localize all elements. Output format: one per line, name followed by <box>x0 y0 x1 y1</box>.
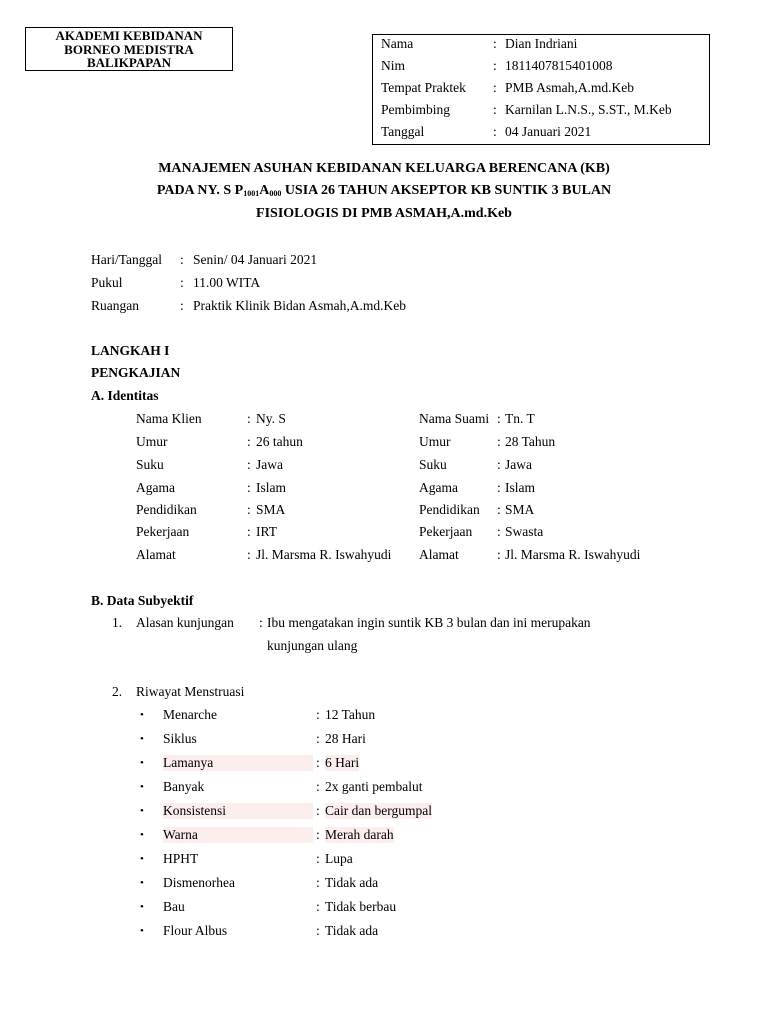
info-label: Tempat Praktek <box>381 80 466 95</box>
list-item-colon: : <box>316 779 320 794</box>
bullet-icon: • <box>140 853 144 865</box>
list-item-value: Tidak ada <box>325 875 379 890</box>
client-label: Pekerjaan <box>136 524 190 539</box>
list-item-label: Siklus <box>163 731 197 746</box>
institution-box <box>25 27 233 71</box>
title-line-3: FISIOLOGIS DI PMB ASMAH,A.md.Keb <box>256 206 512 221</box>
list-item-colon: : <box>316 899 320 914</box>
bullet-icon: • <box>140 829 144 841</box>
meta-label-time: Pukul <box>91 275 123 290</box>
info-label: Tanggal <box>381 124 425 139</box>
info-label: Nama <box>381 36 414 51</box>
client-label: Alamat <box>136 547 176 562</box>
client-label: Agama <box>136 480 175 495</box>
list-item-label: Menarche <box>163 707 217 722</box>
list-item-value: Tidak ada <box>325 923 379 938</box>
title-line-2 <box>0 183 768 199</box>
husband-value: Islam <box>505 480 535 495</box>
husband-colon: : <box>497 502 501 517</box>
visit-reason-value-1: Ibu mengatakan ingin suntik KB 3 bulan dan ini merupakan <box>267 615 591 630</box>
step-subheading: PENGKAJIAN <box>91 365 181 380</box>
husband-label: Alamat <box>419 547 459 562</box>
client-label: Pendidikan <box>136 502 197 517</box>
meta-label-day: Hari/Tanggal <box>91 252 163 267</box>
institution-line-3: BALIKPAPAN <box>86 55 172 70</box>
meta-colon: : <box>180 275 184 290</box>
bullet-icon: • <box>140 925 144 937</box>
list-item-label: Konsistensi <box>163 803 313 819</box>
list-item-label: Flour Albus <box>163 923 228 938</box>
list-item-value: 12 Tahun <box>325 707 376 722</box>
client-colon: : <box>247 480 251 495</box>
husband-label: Suku <box>419 457 447 472</box>
info-colon: : <box>493 36 497 51</box>
husband-value: Tn. T <box>505 411 535 426</box>
list-item-colon: : <box>316 755 320 770</box>
list-item-value: 6 Hari <box>325 755 360 770</box>
list-item-value: Lupa <box>325 851 353 866</box>
visit-reason-label: Alasan kunjungan <box>136 615 234 630</box>
item-number: 2. <box>112 684 123 699</box>
list-item-colon: : <box>316 803 320 818</box>
bullet-icon: • <box>140 805 144 817</box>
list-item-value: Cair dan bergumpal <box>325 803 432 818</box>
list-item-colon: : <box>316 851 320 866</box>
info-value: Dian Indriani <box>505 36 578 51</box>
client-value: 26 tahun <box>256 434 303 449</box>
item-number: 1. <box>112 615 123 630</box>
visit-reason-colon: : <box>259 615 263 630</box>
info-colon: : <box>493 80 497 95</box>
section-b-heading: B. Data Subyektif <box>91 593 194 608</box>
menstrual-history-label: Riwayat Menstruasi <box>136 684 245 699</box>
husband-label: Nama Suami <box>419 411 490 426</box>
info-value: Karnilan L.N.S., S.ST., M.Keb <box>505 102 672 117</box>
client-colon: : <box>247 457 251 472</box>
info-colon: : <box>493 124 497 139</box>
title-part-c: USIA 26 TAHUN AKSEPTOR KB SUNTIK 3 BULAN <box>281 183 612 198</box>
client-colon: : <box>247 411 251 426</box>
meta-colon: : <box>180 252 184 267</box>
list-item-label: HPHT <box>163 851 199 866</box>
list-item-value: Merah darah <box>325 827 394 842</box>
title-part-a: PADA NY. S P <box>156 183 244 198</box>
husband-colon: : <box>497 457 501 472</box>
client-value: IRT <box>256 524 277 539</box>
info-label: Pembimbing <box>381 102 451 117</box>
husband-value: SMA <box>505 502 535 517</box>
meta-label-room: Ruangan <box>91 298 139 313</box>
student-info-box <box>372 34 710 145</box>
client-colon: : <box>247 502 251 517</box>
list-item-value: 2x ganti pembalut <box>325 779 423 794</box>
client-colon: : <box>247 434 251 449</box>
info-value: 1811407815401008 <box>505 58 613 73</box>
client-value: SMA <box>256 502 286 517</box>
client-value: Jl. Marsma R. Iswahyudi <box>256 547 392 562</box>
client-value: Ny. S <box>256 411 286 426</box>
list-item-label: Bau <box>163 899 185 914</box>
title-subscript-1: 1001 <box>243 189 260 198</box>
list-item-value: Tidak berbau <box>325 899 397 914</box>
step-heading: LANGKAH I <box>91 343 170 358</box>
section-a-heading: A. Identitas <box>91 388 159 403</box>
husband-colon: : <box>497 547 501 562</box>
client-label: Suku <box>136 457 164 472</box>
husband-label: Pekerjaan <box>419 524 473 539</box>
husband-value: Jawa <box>505 457 532 472</box>
info-value: PMB Asmah,A.md.Keb <box>505 80 635 95</box>
bullet-icon: • <box>140 733 144 745</box>
title-line-1: MANAJEMEN ASUHAN KEBIDANAN KELUARGA BERENCANA (KB) <box>158 161 610 176</box>
list-item-colon: : <box>316 923 320 938</box>
title-part-b: A <box>259 183 270 198</box>
husband-colon: : <box>497 480 501 495</box>
client-label: Umur <box>136 434 168 449</box>
visit-reason-value-2: kunjungan ulang <box>267 638 358 653</box>
husband-colon: : <box>497 434 501 449</box>
meta-colon: : <box>180 298 184 313</box>
husband-label: Pendidikan <box>419 502 480 517</box>
list-item-colon: : <box>316 875 320 890</box>
bullet-icon: • <box>140 709 144 721</box>
info-colon: : <box>493 102 497 117</box>
husband-value: Swasta <box>505 524 544 539</box>
client-colon: : <box>247 524 251 539</box>
husband-colon: : <box>497 411 501 426</box>
info-value: 04 Januari 2021 <box>505 124 592 139</box>
institution-line-1: AKADEMI KEBIDANAN <box>55 28 203 43</box>
list-item-label: Dismenorhea <box>163 875 235 890</box>
meta-value-room: Praktik Klinik Bidan Asmah,A.md.Keb <box>193 298 406 313</box>
list-item-label: Lamanya <box>163 755 313 771</box>
list-item-colon: : <box>316 707 320 722</box>
husband-colon: : <box>497 524 501 539</box>
list-item-colon: : <box>316 731 320 746</box>
client-value: Islam <box>256 480 286 495</box>
meta-value-time: 11.00 WITA <box>193 275 261 290</box>
institution-line-2: BORNEO MEDISTRA <box>64 41 194 57</box>
client-value: Jawa <box>256 457 283 472</box>
meta-value-day: Senin/ 04 Januari 2021 <box>193 252 318 267</box>
list-item-label: Warna <box>163 827 313 843</box>
husband-value: 28 Tahun <box>505 434 556 449</box>
list-item-label: Banyak <box>163 779 205 794</box>
title-subscript-2: 000 <box>269 189 282 198</box>
info-label: Nim <box>381 58 406 73</box>
client-label: Nama Klien <box>136 411 202 426</box>
client-colon: : <box>247 547 251 562</box>
list-item-colon: : <box>316 827 320 842</box>
info-colon: : <box>493 58 497 73</box>
husband-label: Agama <box>419 480 458 495</box>
list-item-value: 28 Hari <box>325 731 366 746</box>
bullet-icon: • <box>140 757 144 769</box>
bullet-icon: • <box>140 877 144 889</box>
husband-value: Jl. Marsma R. Iswahyudi <box>505 547 641 562</box>
bullet-icon: • <box>140 781 144 793</box>
husband-label: Umur <box>419 434 451 449</box>
bullet-icon: • <box>140 901 144 913</box>
